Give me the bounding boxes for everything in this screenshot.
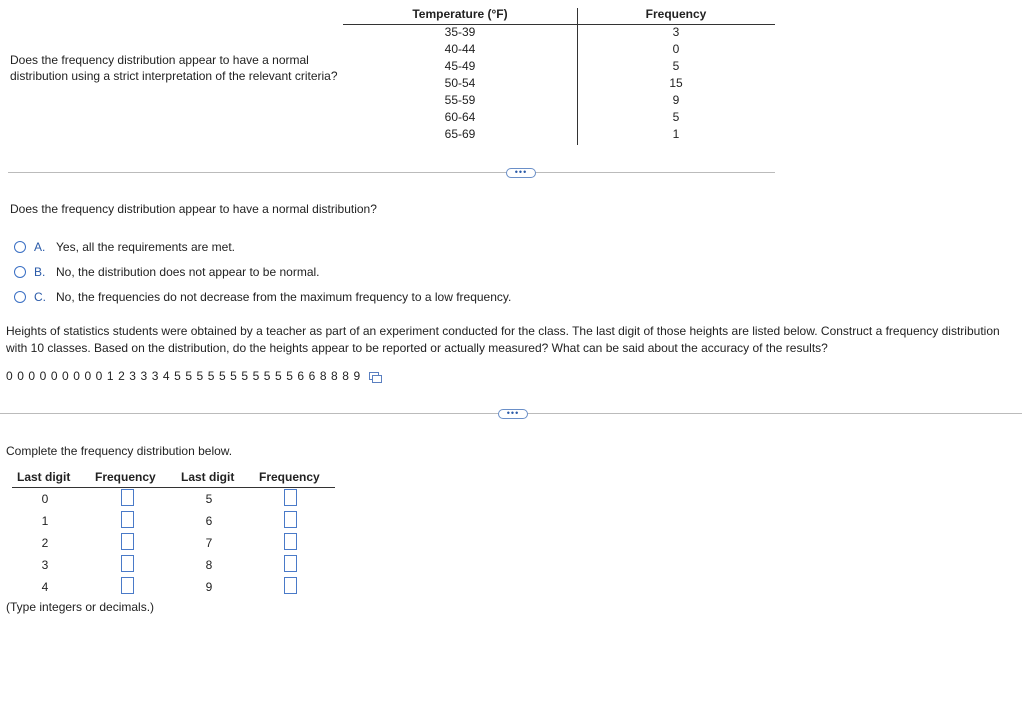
temperature-header: Temperature (°F)	[412, 7, 508, 21]
radio-icon[interactable]	[14, 241, 26, 253]
expand-button[interactable]: •••	[506, 168, 536, 178]
temp-cell: 65-69	[444, 127, 476, 141]
option-text: No, the frequencies do not decrease from the maximum frequency to a low frequency.	[56, 290, 512, 304]
frequency-header: Frequency	[259, 470, 320, 484]
frequency-input-4[interactable]	[121, 577, 134, 594]
freq-cell: 1	[672, 127, 680, 141]
problem-text: Heights of statistics students were obtained by a teacher as part of an experiment conducted for the class. The last digit of those heights are listed below. Construct a frequency distribution with 10 classes. Based on the distribution, do the heights appear to be reported or actually measured? What can be said about the accuracy of the results?	[6, 324, 1000, 355]
option-text: Yes, all the requirements are met.	[56, 240, 235, 254]
freq-cell: 15	[669, 76, 683, 90]
section-divider	[8, 172, 775, 173]
last-digit-header: Last digit	[17, 470, 71, 484]
temp-cell: 40-44	[444, 42, 476, 56]
digit-cell: 6	[205, 514, 213, 528]
digit-cell: 8	[205, 558, 213, 572]
digits-list: 0 0 0 0 0 0 0 0 0 1 2 3 3 3 4 5 5 5 5 5 5 5 5 5 5 5 6 6 8 8 8 9	[6, 369, 361, 383]
frequency-input-2[interactable]	[121, 533, 134, 550]
frequency-input-1[interactable]	[121, 511, 134, 528]
question-text: Does the frequency distribution appear to have a normal distribution?	[10, 202, 377, 216]
temp-cell: 55-59	[444, 93, 476, 107]
digit-cell: 1	[41, 514, 49, 528]
option-a[interactable]	[14, 238, 235, 256]
header-rule	[12, 487, 335, 488]
expand-button[interactable]: •••	[498, 409, 528, 419]
frequency-input-0[interactable]	[121, 489, 134, 506]
instruction-text: Complete the frequency distribution below.	[6, 444, 233, 458]
digit-cell: 2	[41, 536, 49, 550]
copy-icon[interactable]	[369, 372, 381, 382]
frequency-input-6[interactable]	[284, 511, 297, 528]
digit-cell: 9	[205, 580, 213, 594]
digit-cell: 5	[205, 492, 213, 506]
temp-cell: 35-39	[444, 25, 476, 39]
frequency-table	[6, 470, 346, 600]
option-letter: A.	[34, 240, 46, 254]
freq-cell: 5	[672, 110, 680, 124]
frequency-input-5[interactable]	[284, 489, 297, 506]
freq-cell: 9	[672, 93, 680, 107]
option-letter: B.	[34, 265, 46, 279]
frequency-input-3[interactable]	[121, 555, 134, 572]
option-text: No, the distribution does not appear to be normal.	[56, 265, 320, 279]
digit-cell: 4	[41, 580, 49, 594]
option-c[interactable]	[14, 288, 511, 306]
digit-cell: 7	[205, 536, 213, 550]
digits-data	[6, 369, 381, 383]
freq-cell: 5	[672, 59, 680, 73]
radio-icon[interactable]	[14, 291, 26, 303]
radio-icon[interactable]	[14, 266, 26, 278]
freq-cell: 3	[672, 25, 680, 39]
option-b[interactable]	[14, 263, 320, 281]
digit-cell: 3	[41, 558, 49, 572]
temp-cell: 50-54	[444, 76, 476, 90]
frequency-header: Frequency	[645, 7, 707, 21]
frequency-input-7[interactable]	[284, 533, 297, 550]
digit-cell: 0	[41, 492, 49, 506]
freq-cell: 0	[672, 42, 680, 56]
temp-cell: 45-49	[444, 59, 476, 73]
temp-cell: 60-64	[444, 110, 476, 124]
input-hint: (Type integers or decimals.)	[6, 600, 155, 614]
frequency-header: Frequency	[95, 470, 156, 484]
frequency-input-8[interactable]	[284, 555, 297, 572]
side-question: Does the frequency distribution appear to have a normal distribution using a strict interpretation of the relevant criteria?	[10, 53, 338, 83]
frequency-input-9[interactable]	[284, 577, 297, 594]
option-letter: C.	[34, 290, 46, 304]
last-digit-header: Last digit	[181, 470, 235, 484]
